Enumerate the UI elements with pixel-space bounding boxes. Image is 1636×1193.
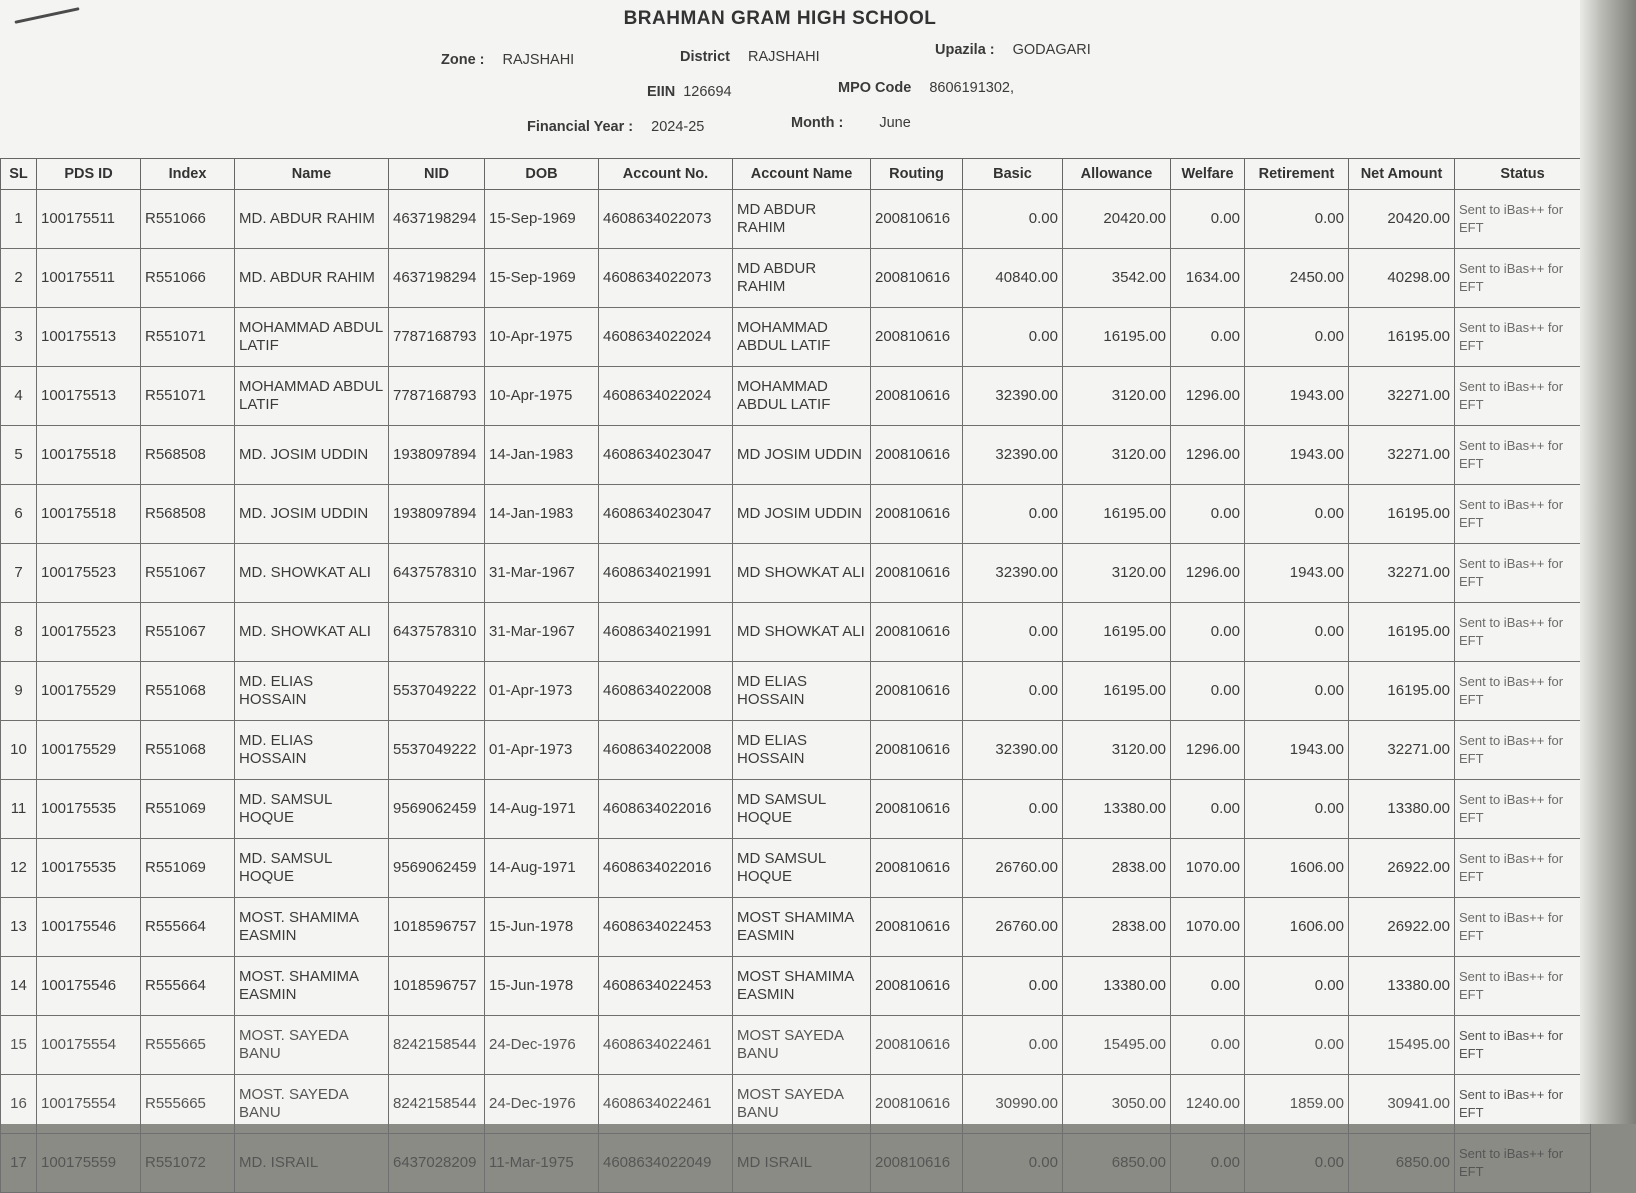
basic-cell: 26760.00 [963,839,1063,898]
routing-cell: 200810616 [871,957,963,1016]
dob-cell: 31-Mar-1967 [485,603,599,662]
status-cell: Sent to iBas++ for EFT [1455,603,1591,662]
name-cell: MD. JOSIM UDDIN [235,485,389,544]
welfare-cell: 0.00 [1171,1134,1245,1193]
name-cell: MD. SAMSUL HOQUE [235,780,389,839]
sl-cell: 2 [1,249,37,308]
table-row [1,1134,1591,1193]
basic-cell: 26760.00 [963,898,1063,957]
routing-cell: 200810616 [871,426,963,485]
account-name-cell: MOST SHAMIMA EASMIN [733,957,871,1016]
nid-cell: 6437028209 [389,1134,485,1193]
column-header: NID [389,159,485,190]
dob-cell: 24-Dec-1976 [485,1075,599,1134]
account-no-cell: 4608634022461 [599,1075,733,1134]
status-cell: Sent to iBas++ for EFT [1455,426,1591,485]
net-amount-cell: 15495.00 [1349,1016,1455,1075]
allowance-cell: 3120.00 [1063,544,1171,603]
sl-cell: 8 [1,603,37,662]
name-cell: MD. ISRAIL [235,1134,389,1193]
basic-cell: 0.00 [963,1016,1063,1075]
status-cell: Sent to iBas++ for EFT [1455,249,1591,308]
sl-cell: 15 [1,1016,37,1075]
name-cell: MD. SAMSUL HOQUE [235,839,389,898]
account-no-cell: 4608634022461 [599,1016,733,1075]
allowance-cell: 13380.00 [1063,957,1171,1016]
sl-cell: 17 [1,1134,37,1193]
nid-cell: 8242158544 [389,1016,485,1075]
account-no-cell: 4608634022024 [599,367,733,426]
net-amount-cell: 32271.00 [1349,721,1455,780]
basic-cell: 0.00 [963,190,1063,249]
account-name-cell: MD SHOWKAT ALI [733,544,871,603]
retirement-cell: 0.00 [1245,780,1349,839]
routing-cell: 200810616 [871,544,963,603]
allowance-cell: 3120.00 [1063,721,1171,780]
retirement-cell: 1943.00 [1245,721,1349,780]
welfare-cell: 1240.00 [1171,1075,1245,1134]
retirement-cell: 0.00 [1245,190,1349,249]
account-name-cell: MD ABDUR RAHIM [733,190,871,249]
dob-cell: 01-Apr-1973 [485,662,599,721]
account-no-cell: 4608634022073 [599,190,733,249]
retirement-cell: 0.00 [1245,957,1349,1016]
net-amount-cell: 26922.00 [1349,839,1455,898]
financial-year-field: Financial Year : 2024-25 [527,119,705,135]
pds-id-cell: 100175513 [37,367,141,426]
table-row [1,1016,1591,1075]
allowance-cell: 16195.00 [1063,662,1171,721]
welfare-cell: 1296.00 [1171,367,1245,426]
pds-id-cell: 100175529 [37,721,141,780]
net-amount-cell: 20420.00 [1349,190,1455,249]
nid-cell: 1938097894 [389,426,485,485]
district-field: District RAJSHAHI [680,49,820,65]
account-no-cell: 4608634022453 [599,898,733,957]
account-no-cell: 4608634022016 [599,780,733,839]
welfare-cell: 1296.00 [1171,426,1245,485]
nid-cell: 5537049222 [389,721,485,780]
account-no-cell: 4608634023047 [599,485,733,544]
table-row [1,957,1591,1016]
column-header: Account No. [599,159,733,190]
retirement-cell: 1943.00 [1245,544,1349,603]
status-cell: Sent to iBas++ for EFT [1455,1075,1591,1134]
table-row [1,662,1591,721]
retirement-cell: 1943.00 [1245,426,1349,485]
sl-cell: 13 [1,898,37,957]
basic-cell: 32390.00 [963,426,1063,485]
routing-cell: 200810616 [871,485,963,544]
basic-cell: 0.00 [963,780,1063,839]
routing-cell: 200810616 [871,603,963,662]
welfare-cell: 0.00 [1171,485,1245,544]
zone-field: Zone : RAJSHAHI [441,52,575,68]
account-no-cell: 4608634022008 [599,721,733,780]
allowance-cell: 20420.00 [1063,190,1171,249]
retirement-cell: 1859.00 [1245,1075,1349,1134]
retirement-cell: 0.00 [1245,1134,1349,1193]
status-cell: Sent to iBas++ for EFT [1455,662,1591,721]
salary-table [0,158,1591,1193]
index-cell: R555664 [141,898,235,957]
account-no-cell: 4608634022453 [599,957,733,1016]
welfare-cell: 1634.00 [1171,249,1245,308]
net-amount-cell: 13380.00 [1349,780,1455,839]
pds-id-cell: 100175518 [37,485,141,544]
welfare-cell: 1070.00 [1171,898,1245,957]
dob-cell: 01-Apr-1973 [485,721,599,780]
table-row [1,721,1591,780]
dob-cell: 15-Jun-1978 [485,898,599,957]
welfare-cell: 0.00 [1171,1016,1245,1075]
allowance-cell: 3120.00 [1063,367,1171,426]
pds-id-cell: 100175554 [37,1016,141,1075]
retirement-cell: 1606.00 [1245,898,1349,957]
basic-cell: 32390.00 [963,721,1063,780]
basic-cell: 32390.00 [963,544,1063,603]
table-row [1,780,1591,839]
column-header: Account Name [733,159,871,190]
welfare-cell: 1296.00 [1171,544,1245,603]
nid-cell: 9569062459 [389,780,485,839]
routing-cell: 200810616 [871,308,963,367]
welfare-cell: 0.00 [1171,603,1245,662]
account-name-cell: MD ISRAIL [733,1134,871,1193]
status-cell: Sent to iBas++ for EFT [1455,780,1591,839]
table-row [1,308,1591,367]
table-header-row [1,159,1591,190]
table-row [1,426,1591,485]
routing-cell: 200810616 [871,1075,963,1134]
sl-cell: 5 [1,426,37,485]
retirement-cell: 1943.00 [1245,367,1349,426]
account-name-cell: MD ELIAS HOSSAIN [733,721,871,780]
index-cell: R551069 [141,780,235,839]
net-amount-cell: 13380.00 [1349,957,1455,1016]
allowance-cell: 16195.00 [1063,308,1171,367]
dob-cell: 11-Mar-1975 [485,1134,599,1193]
name-cell: MD. JOSIM UDDIN [235,426,389,485]
allowance-cell: 3542.00 [1063,249,1171,308]
net-amount-cell: 16195.00 [1349,662,1455,721]
column-header: SL [1,159,37,190]
column-header: Retirement [1245,159,1349,190]
sl-cell: 6 [1,485,37,544]
index-cell: R568508 [141,426,235,485]
pds-id-cell: 100175559 [37,1134,141,1193]
column-header: Welfare [1171,159,1245,190]
desk-background [1580,0,1636,1124]
table-row [1,1075,1591,1134]
nid-cell: 6437578310 [389,544,485,603]
account-name-cell: MOST SAYEDA BANU [733,1075,871,1134]
sl-cell: 10 [1,721,37,780]
dob-cell: 10-Apr-1975 [485,367,599,426]
sl-cell: 9 [1,662,37,721]
sl-cell: 4 [1,367,37,426]
pds-id-cell: 100175546 [37,898,141,957]
basic-cell: 0.00 [963,1134,1063,1193]
retirement-cell: 0.00 [1245,603,1349,662]
account-name-cell: MD SAMSUL HOQUE [733,839,871,898]
column-header: Net Amount [1349,159,1455,190]
sl-cell: 3 [1,308,37,367]
allowance-cell: 16195.00 [1063,603,1171,662]
index-cell: R551071 [141,367,235,426]
pds-id-cell: 100175546 [37,957,141,1016]
allowance-cell: 2838.00 [1063,839,1171,898]
welfare-cell: 1070.00 [1171,839,1245,898]
column-header: DOB [485,159,599,190]
net-amount-cell: 16195.00 [1349,603,1455,662]
index-cell: R555665 [141,1016,235,1075]
net-amount-cell: 32271.00 [1349,544,1455,603]
name-cell: MD. ELIAS HOSSAIN [235,721,389,780]
routing-cell: 200810616 [871,190,963,249]
routing-cell: 200810616 [871,898,963,957]
basic-cell: 30990.00 [963,1075,1063,1134]
account-no-cell: 4608634022008 [599,662,733,721]
nid-cell: 7787168793 [389,308,485,367]
name-cell: MOST. SAYEDA BANU [235,1016,389,1075]
table-row [1,603,1591,662]
column-header: Allowance [1063,159,1171,190]
basic-cell: 0.00 [963,603,1063,662]
status-cell: Sent to iBas++ for EFT [1455,367,1591,426]
retirement-cell: 0.00 [1245,662,1349,721]
dob-cell: 31-Mar-1967 [485,544,599,603]
sl-cell: 14 [1,957,37,1016]
nid-cell: 1018596757 [389,898,485,957]
pds-id-cell: 100175535 [37,839,141,898]
name-cell: MD. SHOWKAT ALI [235,603,389,662]
pds-id-cell: 100175529 [37,662,141,721]
index-cell: R551072 [141,1134,235,1193]
account-no-cell: 4608634021991 [599,544,733,603]
net-amount-cell: 26922.00 [1349,898,1455,957]
retirement-cell: 0.00 [1245,308,1349,367]
nid-cell: 8242158544 [389,1075,485,1134]
status-cell: Sent to iBas++ for EFT [1455,898,1591,957]
status-cell: Sent to iBas++ for EFT [1455,721,1591,780]
pds-id-cell: 100175523 [37,544,141,603]
sl-cell: 12 [1,839,37,898]
account-name-cell: MD JOSIM UDDIN [733,485,871,544]
dob-cell: 14-Jan-1983 [485,426,599,485]
table-row [1,485,1591,544]
name-cell: MOST. SAYEDA BANU [235,1075,389,1134]
dob-cell: 14-Aug-1971 [485,839,599,898]
table-row [1,249,1591,308]
dob-cell: 14-Jan-1983 [485,485,599,544]
allowance-cell: 16195.00 [1063,485,1171,544]
welfare-cell: 0.00 [1171,662,1245,721]
name-cell: MOST. SHAMIMA EASMIN [235,898,389,957]
pds-id-cell: 100175523 [37,603,141,662]
welfare-cell: 1296.00 [1171,721,1245,780]
dob-cell: 15-Sep-1969 [485,249,599,308]
index-cell: R555664 [141,957,235,1016]
column-header: Routing [871,159,963,190]
routing-cell: 200810616 [871,780,963,839]
allowance-cell: 3050.00 [1063,1075,1171,1134]
index-cell: R555665 [141,1075,235,1134]
index-cell: R551067 [141,603,235,662]
basic-cell: 32390.00 [963,367,1063,426]
status-cell: Sent to iBas++ for EFT [1455,957,1591,1016]
allowance-cell: 3120.00 [1063,426,1171,485]
status-cell: Sent to iBas++ for EFT [1455,485,1591,544]
name-cell: MOST. SHAMIMA EASMIN [235,957,389,1016]
pds-id-cell: 100175554 [37,1075,141,1134]
nid-cell: 6437578310 [389,603,485,662]
allowance-cell: 2838.00 [1063,898,1171,957]
name-cell: MD. ABDUR RAHIM [235,190,389,249]
pds-id-cell: 100175511 [37,190,141,249]
net-amount-cell: 6850.00 [1349,1134,1455,1193]
routing-cell: 200810616 [871,721,963,780]
basic-cell: 0.00 [963,308,1063,367]
account-name-cell: MOHAMMAD ABDUL LATIF [733,308,871,367]
allowance-cell: 6850.00 [1063,1134,1171,1193]
status-cell: Sent to iBas++ for EFT [1455,544,1591,603]
basic-cell: 0.00 [963,485,1063,544]
table-row [1,839,1591,898]
nid-cell: 1938097894 [389,485,485,544]
pds-id-cell: 100175518 [37,426,141,485]
account-no-cell: 4608634022016 [599,839,733,898]
routing-cell: 200810616 [871,662,963,721]
allowance-cell: 15495.00 [1063,1016,1171,1075]
status-cell: Sent to iBas++ for EFT [1455,308,1591,367]
table-body [1,190,1591,1193]
account-no-cell: 4608634021991 [599,603,733,662]
index-cell: R568508 [141,485,235,544]
school-title: BRAHMAN GRAM HIGH SCHOOL [623,8,937,29]
name-cell: MOHAMMAD ABDUL LATIF [235,308,389,367]
account-name-cell: MOST SHAMIMA EASMIN [733,898,871,957]
index-cell: R551069 [141,839,235,898]
pds-id-cell: 100175535 [37,780,141,839]
index-cell: R551067 [141,544,235,603]
sl-cell: 16 [1,1075,37,1134]
status-cell: Sent to iBas++ for EFT [1455,839,1591,898]
column-header: Name [235,159,389,190]
mpo-field: MPO Code 8606191302, [838,80,1014,96]
account-no-cell: 4608634022024 [599,308,733,367]
table-row [1,544,1591,603]
nid-cell: 1018596757 [389,957,485,1016]
status-cell: Sent to iBas++ for EFT [1455,1016,1591,1075]
status-cell: Sent to iBas++ for EFT [1455,1134,1591,1193]
nid-cell: 9569062459 [389,839,485,898]
retirement-cell: 2450.00 [1245,249,1349,308]
retirement-cell: 0.00 [1245,1016,1349,1075]
net-amount-cell: 32271.00 [1349,367,1455,426]
index-cell: R551066 [141,190,235,249]
allowance-cell: 13380.00 [1063,780,1171,839]
account-name-cell: MD ELIAS HOSSAIN [733,662,871,721]
nid-cell: 4637198294 [389,249,485,308]
retirement-cell: 0.00 [1245,485,1349,544]
net-amount-cell: 30941.00 [1349,1075,1455,1134]
welfare-cell: 0.00 [1171,780,1245,839]
routing-cell: 200810616 [871,1134,963,1193]
column-header: Index [141,159,235,190]
nid-cell: 5537049222 [389,662,485,721]
sl-cell: 11 [1,780,37,839]
column-header: Basic [963,159,1063,190]
upazila-field: Upazila : GODAGARI [935,42,1091,58]
dob-cell: 15-Sep-1969 [485,190,599,249]
account-no-cell: 4608634022073 [599,249,733,308]
basic-cell: 0.00 [963,662,1063,721]
table-row [1,898,1591,957]
account-name-cell: MD ABDUR RAHIM [733,249,871,308]
nid-cell: 7787168793 [389,367,485,426]
net-amount-cell: 32271.00 [1349,426,1455,485]
account-name-cell: MOHAMMAD ABDUL LATIF [733,367,871,426]
routing-cell: 200810616 [871,1016,963,1075]
index-cell: R551071 [141,308,235,367]
index-cell: R551068 [141,721,235,780]
net-amount-cell: 16195.00 [1349,308,1455,367]
name-cell: MD. ELIAS HOSSAIN [235,662,389,721]
index-cell: R551066 [141,249,235,308]
basic-cell: 0.00 [963,957,1063,1016]
net-amount-cell: 16195.00 [1349,485,1455,544]
eiin-field: EIIN 126694 [647,84,732,100]
sl-cell: 7 [1,544,37,603]
routing-cell: 200810616 [871,839,963,898]
dob-cell: 15-Jun-1978 [485,957,599,1016]
welfare-cell: 0.00 [1171,957,1245,1016]
account-name-cell: MD SAMSUL HOQUE [733,780,871,839]
table-row [1,190,1591,249]
name-cell: MD. ABDUR RAHIM [235,249,389,308]
account-no-cell: 4608634022049 [599,1134,733,1193]
account-name-cell: MOST SAYEDA BANU [733,1016,871,1075]
table-row [1,367,1591,426]
basic-cell: 40840.00 [963,249,1063,308]
dob-cell: 14-Aug-1971 [485,780,599,839]
column-header: PDS ID [37,159,141,190]
sl-cell: 1 [1,190,37,249]
nid-cell: 4637198294 [389,190,485,249]
month-field: Month : June [791,115,911,131]
welfare-cell: 0.00 [1171,308,1245,367]
dob-cell: 10-Apr-1975 [485,308,599,367]
net-amount-cell: 40298.00 [1349,249,1455,308]
welfare-cell: 0.00 [1171,190,1245,249]
name-cell: MOHAMMAD ABDUL LATIF [235,367,389,426]
account-name-cell: MD JOSIM UDDIN [733,426,871,485]
column-header: Status [1455,159,1591,190]
name-cell: MD. SHOWKAT ALI [235,544,389,603]
account-name-cell: MD SHOWKAT ALI [733,603,871,662]
pds-id-cell: 100175511 [37,249,141,308]
retirement-cell: 1606.00 [1245,839,1349,898]
dob-cell: 24-Dec-1976 [485,1016,599,1075]
routing-cell: 200810616 [871,249,963,308]
index-cell: R551068 [141,662,235,721]
status-cell: Sent to iBas++ for EFT [1455,190,1591,249]
pds-id-cell: 100175513 [37,308,141,367]
routing-cell: 200810616 [871,367,963,426]
account-no-cell: 4608634023047 [599,426,733,485]
